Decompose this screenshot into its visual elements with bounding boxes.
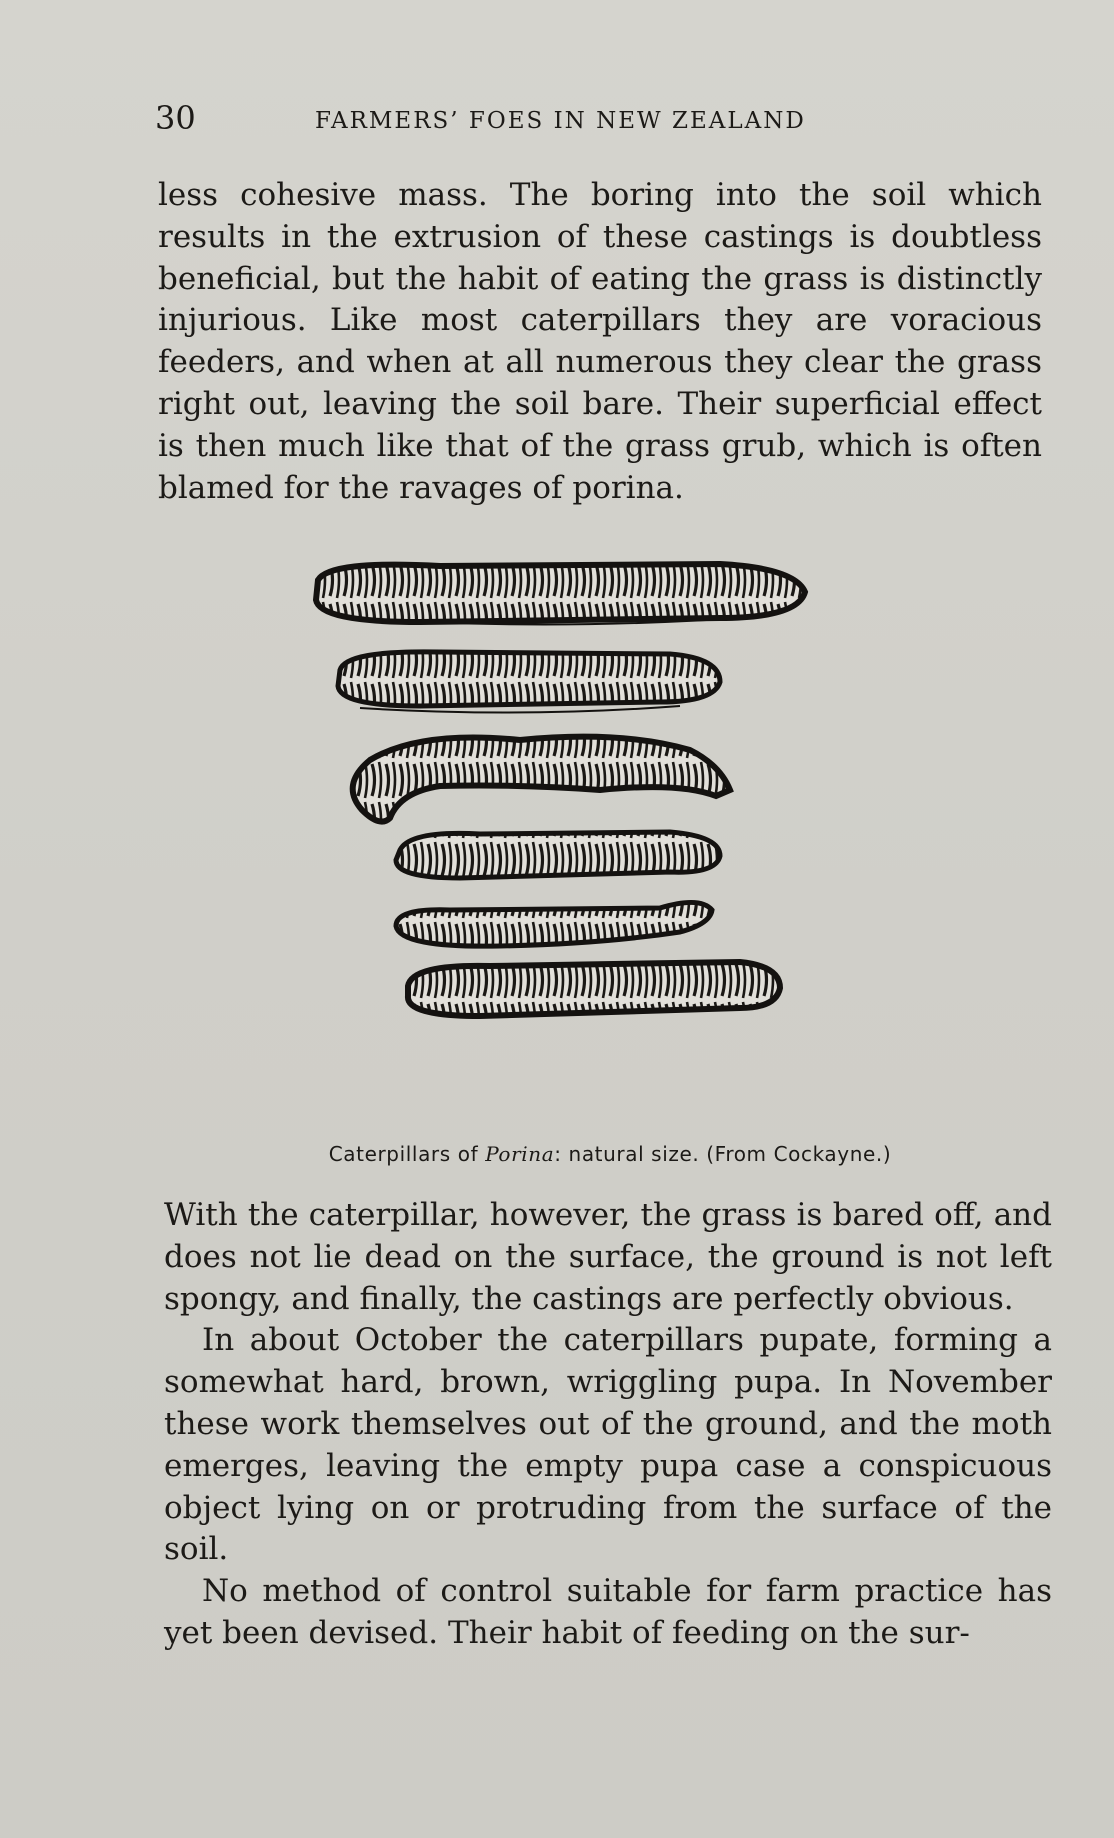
- caterpillar-3: [353, 737, 730, 822]
- caterpillars-drawing: [300, 560, 920, 1100]
- caption-prefix: Caterpillars of: [328, 1142, 479, 1166]
- paragraph-continuation: less cohesive mass. The boring into the soil which results in the extrusion of these castings is doubtless beneficial, but the habit of eating the grass is distinctly injurious. Like most caterpillars they are voracious feeders, and when at all numerous they clear the grass right out, leaving the soil bare. Their superficial effect is then much like that of the grass grub, which is often blamed for the ravages of porina.: [158, 177, 1042, 506]
- caterpillar-6: [408, 962, 780, 1016]
- page-number: 30: [155, 99, 196, 137]
- running-head: FARMERS’ FOES IN NEW ZEALAND: [315, 108, 806, 134]
- caterpillar-1: [316, 564, 805, 625]
- caterpillar-5: [396, 902, 712, 946]
- paragraph-1: With the caterpillar, however, the grass is bared off, and does not lie dead on the surface, the ground is not left spongy, and finally, the castings are perfectly obvious.: [164, 1197, 1052, 1317]
- caterpillar-4: [396, 832, 720, 878]
- paragraph-3: No method of control suitable for farm practice has yet been devised. Their habit of feeding on the sur-: [164, 1573, 1052, 1651]
- caterpillar-illustration: [300, 560, 920, 1100]
- body-text-top: [158, 175, 1042, 509]
- figure-caption: [150, 1140, 1070, 1168]
- caption-genus: Porina: [485, 1142, 555, 1166]
- caption-suffix: : natural size. (From Cockayne.): [554, 1142, 892, 1166]
- caterpillar-2: [338, 652, 720, 713]
- paragraph-2: In about October the caterpillars pupate, forming a somewhat hard, brown, wriggling pupa. In November these work themselves out of the ground, and the moth emerges, leaving the empty pupa case a conspicuous object lying on or protruding from the surface of the soil.: [164, 1322, 1052, 1568]
- page-header: [155, 98, 1055, 142]
- body-text-bottom: [164, 1195, 1052, 1655]
